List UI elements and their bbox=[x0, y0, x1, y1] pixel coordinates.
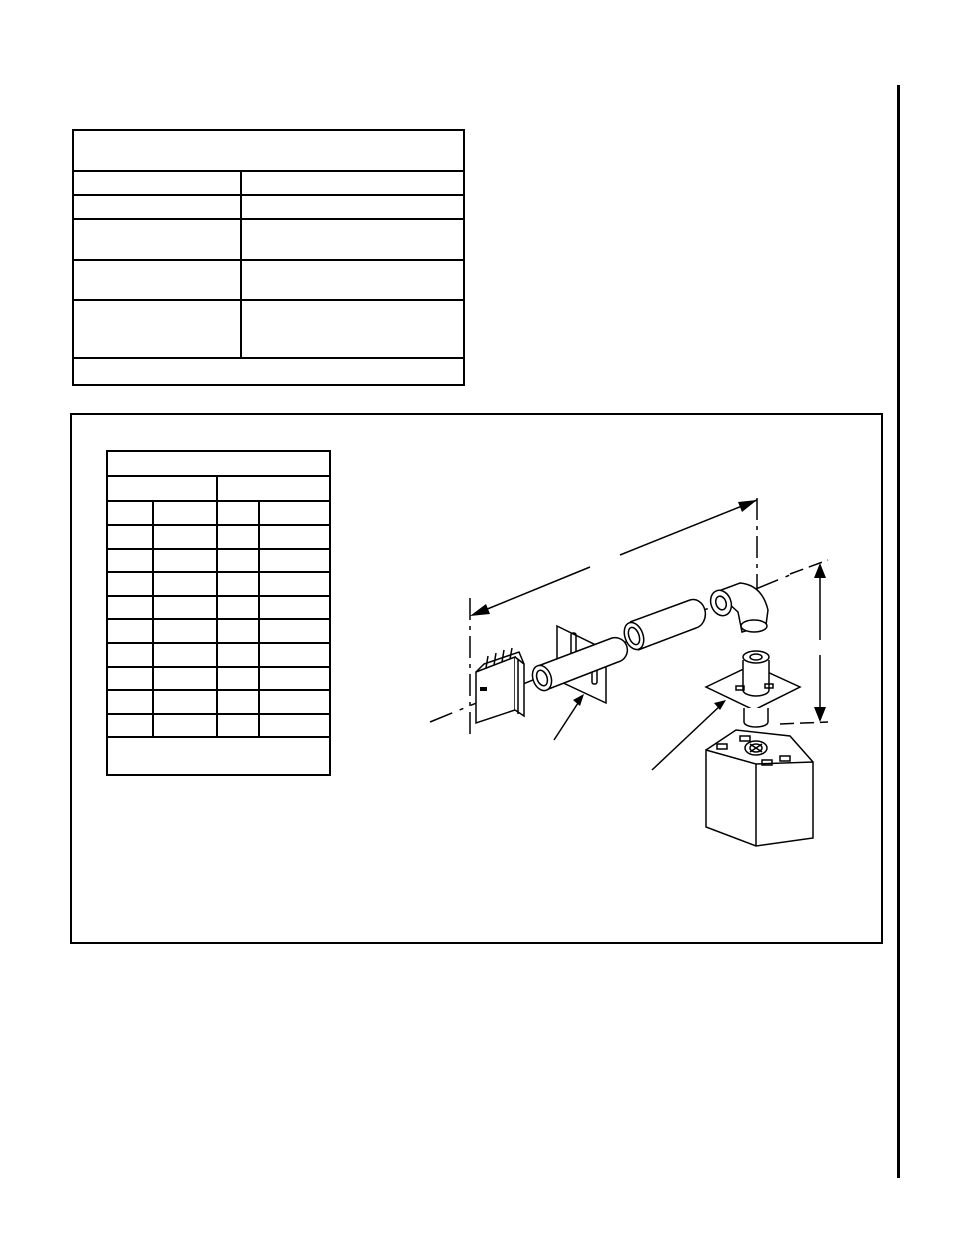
dimension-line-horizontal bbox=[620, 500, 757, 555]
arrowhead bbox=[573, 694, 584, 706]
ceiling-firestop bbox=[706, 651, 800, 727]
pipe-section-long bbox=[621, 600, 706, 653]
elbow-90 bbox=[707, 583, 768, 632]
arrowhead bbox=[738, 500, 757, 512]
arrowhead bbox=[714, 700, 726, 710]
extension-line-bottom bbox=[780, 722, 828, 724]
arrowhead bbox=[814, 707, 826, 722]
termination-cap bbox=[476, 648, 524, 723]
fireplace-box bbox=[706, 730, 813, 846]
arrowhead bbox=[470, 604, 490, 616]
dimension-line-horizontal bbox=[480, 567, 590, 612]
callout-leader bbox=[554, 700, 580, 740]
